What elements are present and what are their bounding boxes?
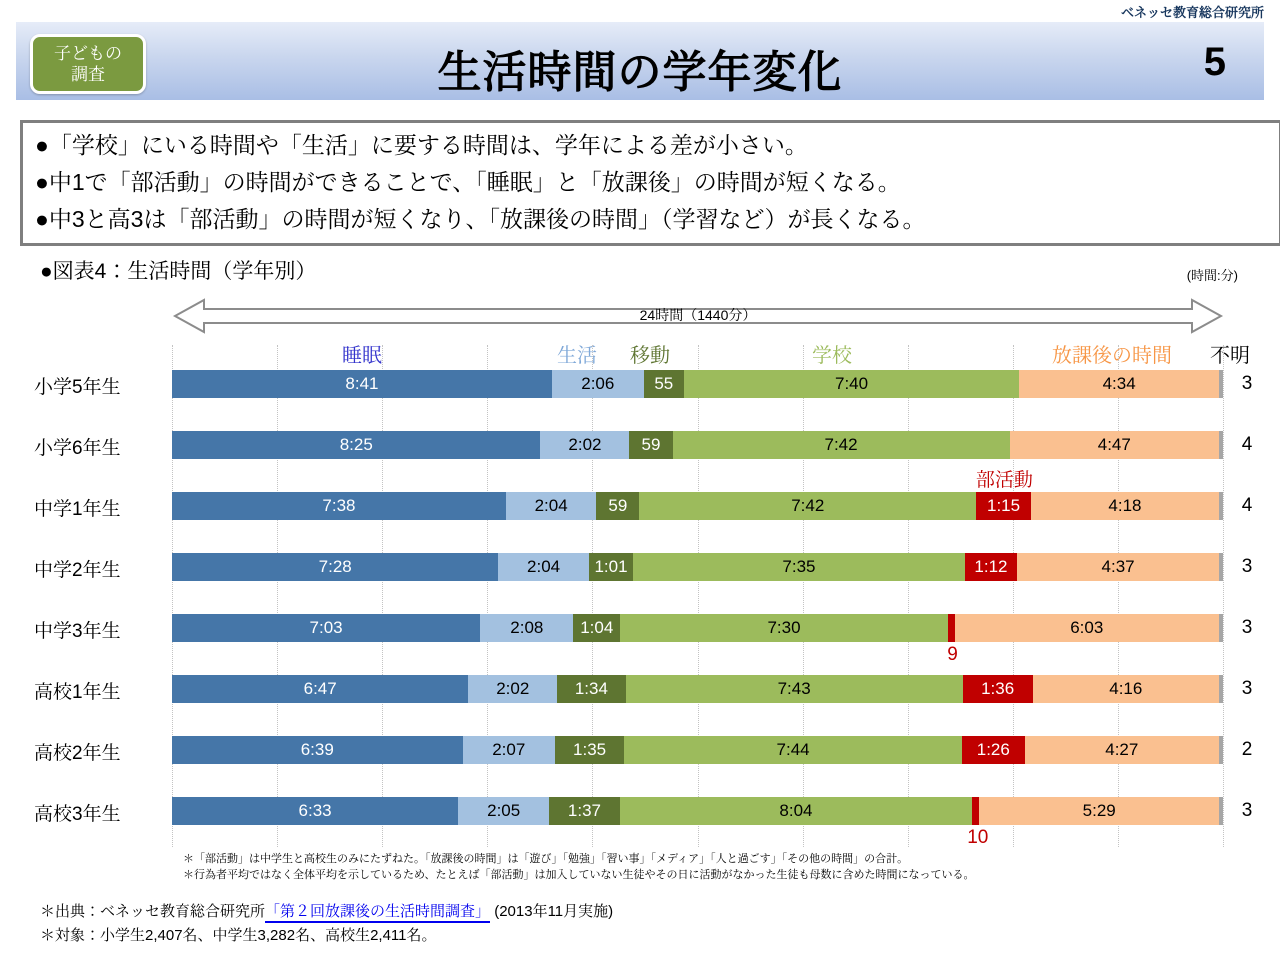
chart-plot-area xyxy=(34,345,1253,848)
gridline xyxy=(1223,345,1224,847)
legend-unknown: 不明 xyxy=(1210,345,1250,367)
gridline xyxy=(908,345,909,847)
unit-note: (時間:分) xyxy=(1186,268,1238,283)
page-number: 5 xyxy=(1203,40,1226,84)
bar-segment-school: 7:43 xyxy=(626,675,963,703)
source-suffix: (2013年11月実施) xyxy=(494,903,614,920)
bar-segment-after: 4:47 xyxy=(1010,431,1219,459)
bar-segment-after: 4:18 xyxy=(1031,492,1219,520)
row-label: 小学6年生 xyxy=(34,438,121,459)
bar-segment-sleep: 6:39 xyxy=(172,736,463,764)
row-label: 中学3年生 xyxy=(34,621,121,642)
bar-row xyxy=(34,675,1253,703)
bar-segment-life: 2:08 xyxy=(480,614,573,642)
legend-school: 学校 xyxy=(812,345,852,367)
bar-segment-after: 5:29 xyxy=(979,797,1219,825)
bar-row xyxy=(34,553,1253,581)
bar-segment-unknown xyxy=(1219,492,1223,520)
bar-segment-move: 59 xyxy=(629,431,672,459)
subjects-line: ＊対象：小学生2,407名、中学生3,282名、高校生2,411名。 xyxy=(40,927,437,944)
gridline xyxy=(592,345,593,847)
row-label: 高校3年生 xyxy=(34,804,121,825)
unknown-value: 4 xyxy=(1241,434,1253,455)
bar-segment-school: 7:42 xyxy=(639,492,976,520)
gridline xyxy=(1013,345,1014,847)
bar-segment-life: 2:04 xyxy=(506,492,596,520)
bar-segment-school: 7:35 xyxy=(633,553,965,581)
axis-span-label: 24時間（1440分） xyxy=(639,307,757,323)
bar-segment-school: 7:40 xyxy=(684,370,1019,398)
bar-segment-unknown xyxy=(1219,370,1223,398)
bar-segment-school: 7:44 xyxy=(624,736,962,764)
badge-line-1: 子どもの xyxy=(54,44,122,63)
stacked-bar xyxy=(172,675,1223,703)
bar-segment-club xyxy=(972,797,979,825)
title-bar xyxy=(16,22,1264,100)
legend-life: 生活 xyxy=(557,345,597,367)
unknown-value: 3 xyxy=(1241,678,1253,699)
row-label: 中学1年生 xyxy=(34,499,121,520)
unknown-value: 3 xyxy=(1241,556,1253,577)
stacked-bar xyxy=(172,553,1223,581)
row-label: 小学5年生 xyxy=(34,377,121,398)
bar-segment-move: 1:34 xyxy=(557,675,625,703)
bar-segment-move: 1:35 xyxy=(555,736,624,764)
bar-segment-sleep: 7:28 xyxy=(172,553,498,581)
gridline xyxy=(1118,345,1119,847)
legend-move: 移動 xyxy=(630,345,670,367)
bar-row xyxy=(34,492,1253,520)
bar-segment-life: 2:07 xyxy=(463,736,555,764)
bar-segment-after: 4:37 xyxy=(1017,553,1219,581)
bar-segment-move: 1:37 xyxy=(549,797,620,825)
bar-segment-life: 2:04 xyxy=(498,553,588,581)
bar-row xyxy=(34,614,1253,642)
unknown-value: 4 xyxy=(1241,495,1253,516)
summary-bullet: ●中1で「部活動」の時間ができることで、「睡眠」と「放課後」の時間が短くなる。 xyxy=(35,169,901,195)
bar-segment-club: 1:26 xyxy=(962,736,1025,764)
corp-name: ベネッセ教育総合研究所 xyxy=(1120,5,1264,20)
gridline xyxy=(487,345,488,847)
summary-bullet: ●「学校」にいる時間や「生活」に要する時間は、学年による差が小さい。 xyxy=(35,132,808,158)
bar-segment-move: 1:01 xyxy=(589,553,633,581)
bar-segment-sleep: 7:03 xyxy=(172,614,480,642)
bar-segment-life: 2:05 xyxy=(458,797,549,825)
unknown-value: 3 xyxy=(1241,617,1253,638)
source-line xyxy=(40,900,613,924)
bar-segment-club: 1:12 xyxy=(965,553,1017,581)
bar-segment-club: 1:36 xyxy=(963,675,1033,703)
unknown-value: 3 xyxy=(1241,800,1253,821)
bar-segment-school: 8:04 xyxy=(620,797,972,825)
bar-segment-move: 55 xyxy=(644,370,684,398)
row-label: 高校2年生 xyxy=(34,743,121,764)
summary-box xyxy=(20,120,1280,246)
legend-sleep: 睡眠 xyxy=(342,345,382,367)
stacked-bar xyxy=(172,431,1223,459)
bar-segment-unknown xyxy=(1219,736,1223,764)
bar-segment-after: 4:16 xyxy=(1033,675,1219,703)
bar-segment-school: 7:30 xyxy=(620,614,948,642)
bar-row xyxy=(34,370,1253,398)
stacked-bar xyxy=(172,614,1223,642)
row-label: 高校1年生 xyxy=(34,682,121,703)
stacked-bar xyxy=(172,736,1223,764)
source-block xyxy=(40,900,613,948)
unknown-value: 2 xyxy=(1241,739,1253,760)
bar-segment-move: 59 xyxy=(596,492,639,520)
club-value-below: 9 xyxy=(947,644,958,665)
footnote-line: ＊「部活動」は中学生と高校生のみにたずねた。「放課後の時間」は「遊び」「勉強」「習い事」「メディア」「人と過ごす」「その他の時間」の合計。 xyxy=(183,853,909,865)
bar-segment-sleep: 8:25 xyxy=(172,431,540,459)
stacked-bar xyxy=(172,492,1223,520)
stacked-bar xyxy=(172,797,1223,825)
bar-segment-sleep: 8:41 xyxy=(172,370,552,398)
bar-segment-life: 2:02 xyxy=(468,675,557,703)
bar-segment-sleep: 6:47 xyxy=(172,675,468,703)
stacked-bar xyxy=(172,370,1223,398)
figure-caption: ●図表4：生活時間（学年別） xyxy=(40,260,317,283)
bar-segment-club: 1:15 xyxy=(976,492,1031,520)
bar-segment-move: 1:04 xyxy=(573,614,620,642)
bar-row xyxy=(34,431,1253,459)
gridline xyxy=(803,345,804,847)
bar-segment-school: 7:42 xyxy=(673,431,1010,459)
footnotes xyxy=(183,851,975,883)
bar-row xyxy=(34,797,1253,825)
unknown-value: 3 xyxy=(1241,373,1253,394)
footnote-line: ＊行為者平均ではなく全体平均を示しているため、たとえば「部活動」は加入していない生徒やその日に活動がなかった生徒も母数に含めた時間になっている。 xyxy=(183,869,975,881)
club-label: 部活動 xyxy=(975,470,1033,491)
bar-segment-after: 4:27 xyxy=(1025,736,1219,764)
bar-segment-unknown xyxy=(1219,675,1223,703)
bar-segment-unknown xyxy=(1219,431,1223,459)
bar-segment-life: 2:02 xyxy=(540,431,629,459)
badge-line-2: 調査 xyxy=(71,65,105,84)
bar-segment-after: 6:03 xyxy=(955,614,1219,642)
bar-segment-sleep: 6:33 xyxy=(172,797,458,825)
row-label: 中学2年生 xyxy=(34,560,121,581)
bar-segment-after: 4:34 xyxy=(1019,370,1219,398)
gridline xyxy=(698,345,699,847)
bar-segment-sleep: 7:38 xyxy=(172,492,506,520)
span-arrow xyxy=(172,296,1224,336)
bar-segment-unknown xyxy=(1219,797,1223,825)
source-prefix: ＊出典：ベネッセ教育総合研究所 xyxy=(40,903,266,920)
bar-segment-life: 2:06 xyxy=(552,370,644,398)
page-title: 生活時間の学年変化 xyxy=(437,48,843,97)
gridline xyxy=(277,345,278,847)
bar-row xyxy=(34,736,1253,764)
bar-segment-unknown xyxy=(1219,553,1223,581)
bar-segment-unknown xyxy=(1219,614,1223,642)
club-value-below: 10 xyxy=(967,827,989,848)
source-link[interactable]: 「第２回放課後の生活時間調査」 xyxy=(265,903,490,923)
legend-after: 放課後の時間 xyxy=(1052,345,1172,367)
gridline xyxy=(382,345,383,847)
summary-bullet: ●中3と高3は「部活動」の時間が短くなり、「放課後の時間」（学習など）が長くなる。 xyxy=(35,206,926,232)
gridline xyxy=(172,345,173,847)
